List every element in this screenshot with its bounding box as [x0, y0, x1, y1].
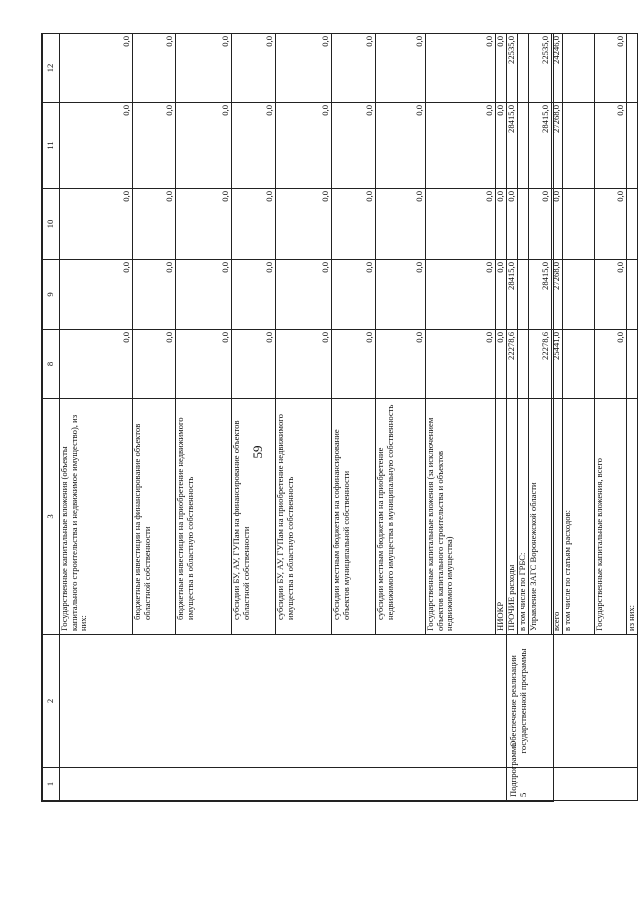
empty-cell [60, 768, 507, 801]
value-cell: 0,0 [332, 330, 376, 399]
value-cell: 0,0 [507, 189, 518, 260]
value-cell: 0,0 [332, 34, 376, 103]
value-cell: 0,0 [60, 189, 133, 260]
table-row [60, 34, 133, 801]
value-cell: 0,0 [133, 330, 176, 399]
value-cell: 0,0 [60, 330, 133, 399]
table-row [507, 34, 518, 801]
value-cell [627, 34, 638, 103]
row-label: Государственные капитальные вложения (объекты капитального строительства и недвижимое имущество), из них: [60, 399, 133, 635]
value-cell: 0,0 [232, 189, 276, 260]
value-cell: 0,0 [595, 330, 627, 399]
value-cell: 0,0 [176, 330, 232, 399]
value-cell: 0,0 [232, 330, 276, 399]
value-cell: 0,0 [376, 103, 426, 189]
value-cell: 28415,0 [507, 103, 518, 189]
row-label: Государственные капитальные вложения (за исключением объектов капитального строительства и объектов недвижимого имущества) [426, 399, 496, 635]
value-cell: 0,0 [529, 189, 552, 260]
value-cell: 0,0 [232, 260, 276, 330]
value-cell: 0,0 [426, 260, 496, 330]
value-cell [627, 330, 638, 399]
value-cell [563, 260, 595, 330]
value-cell: 0,0 [426, 103, 496, 189]
empty-cell [60, 635, 507, 768]
value-cell: 22278,6 [529, 330, 552, 399]
value-cell: 0,0 [595, 260, 627, 330]
value-cell [518, 330, 529, 399]
value-cell: 0,0 [276, 189, 332, 260]
value-cell: 0,0 [232, 103, 276, 189]
value-cell: 27268,0 [552, 260, 563, 330]
value-cell: 28415,0 [529, 103, 552, 189]
value-cell [518, 189, 529, 260]
value-cell: 0,0 [426, 34, 496, 103]
value-cell [627, 189, 638, 260]
value-cell: 0,0 [595, 34, 627, 103]
value-cell [518, 103, 529, 189]
value-cell [563, 189, 595, 260]
row-label: бюджетные инвестиции на финансирование объектов областной собственности [133, 399, 176, 635]
header-cell: 10 [43, 189, 60, 260]
value-cell [563, 103, 595, 189]
value-cell: 0,0 [496, 189, 507, 260]
value-cell: 22535,0 [507, 34, 518, 103]
row-label: бюджетные инвестиции на приобретение недвижимого имущества в областную собственность [176, 399, 232, 635]
value-cell: 0,0 [133, 260, 176, 330]
value-cell [627, 260, 638, 330]
value-cell: 0,0 [276, 330, 332, 399]
value-cell [518, 34, 529, 103]
header-cell: 11 [43, 103, 60, 189]
row-label: в том числе по ГРБС: [518, 399, 529, 635]
value-cell: 0,0 [133, 103, 176, 189]
value-cell: 0,0 [496, 260, 507, 330]
header-cell: 2 [43, 635, 60, 768]
value-cell: 0,0 [276, 34, 332, 103]
value-cell: 27268,0 [552, 103, 563, 189]
header-cell: 12 [43, 34, 60, 103]
value-cell: 0,0 [595, 103, 627, 189]
header-cell: 1 [43, 768, 60, 801]
row-label: НИОКР [496, 399, 507, 635]
header-cell: 3 [43, 399, 60, 635]
value-cell: 22535,0 [529, 34, 552, 103]
value-cell: 0,0 [376, 189, 426, 260]
row-label: субсидии местным бюджетам на софинансирование объектов муниципальной собственности [332, 399, 376, 635]
row-label: всего [552, 399, 563, 635]
value-cell: 0,0 [176, 189, 232, 260]
subprogram-cell: Подпрограмма 5 [507, 768, 638, 801]
value-cell: 0,0 [376, 330, 426, 399]
value-cell: 0,0 [332, 103, 376, 189]
value-cell: 24246,0 [552, 34, 563, 103]
value-cell: 0,0 [332, 189, 376, 260]
value-cell: 0,0 [276, 103, 332, 189]
row-label: субсидии БУ, АУ, ГУПам на финансирование объектов областной собственности [232, 399, 276, 635]
value-cell: 0,0 [496, 103, 507, 189]
rotated-table-container [42, 34, 636, 801]
value-cell: 0,0 [496, 34, 507, 103]
value-cell: 0,0 [60, 260, 133, 330]
page-number: 59 [250, 445, 265, 459]
value-cell: 0,0 [376, 260, 426, 330]
value-cell: 0,0 [232, 34, 276, 103]
program-description-cell: Обеспечение реализации государственной программы [507, 635, 638, 768]
value-cell: 0,0 [60, 34, 133, 103]
header-cell: 9 [43, 260, 60, 330]
value-cell: 25441,0 [552, 330, 563, 399]
row-label: из них: [627, 399, 638, 635]
value-cell: 0,0 [552, 189, 563, 260]
value-cell: 0,0 [426, 330, 496, 399]
value-cell: 0,0 [176, 34, 232, 103]
value-cell [627, 103, 638, 189]
row-label: в том числе по статьям расходов: [563, 399, 595, 635]
value-cell: 28415,0 [529, 260, 552, 330]
value-cell: 0,0 [426, 189, 496, 260]
value-cell: 0,0 [133, 34, 176, 103]
value-cell [563, 330, 595, 399]
row-label: Управление ЗАГС Воронежской области [529, 399, 552, 635]
value-cell: 28415,0 [507, 260, 518, 330]
row-label: ПРОЧИЕ расходы [507, 399, 518, 635]
budget-table [42, 33, 638, 801]
value-cell: 0,0 [376, 34, 426, 103]
value-cell: 0,0 [276, 260, 332, 330]
row-label: субсидии БУ, АУ, ГУПам на приобретение недвижимого имущества в областную собственность [276, 399, 332, 635]
value-cell: 0,0 [133, 189, 176, 260]
value-cell: 0,0 [60, 103, 133, 189]
value-cell: 22278,6 [507, 330, 518, 399]
value-cell: 0,0 [496, 330, 507, 399]
value-cell: 0,0 [595, 189, 627, 260]
value-cell [563, 34, 595, 103]
row-label: Государственные капитальные вложения, всего [595, 399, 627, 635]
value-cell: 0,0 [176, 103, 232, 189]
header-cell: 8 [43, 330, 60, 399]
value-cell [518, 260, 529, 330]
value-cell: 0,0 [332, 260, 376, 330]
row-label: субсидии местным бюджетам на приобретение недвижимого имущества в муниципальную собственность [376, 399, 426, 635]
value-cell: 0,0 [176, 260, 232, 330]
budget-table-sheet [41, 33, 636, 802]
header-row [43, 34, 60, 801]
